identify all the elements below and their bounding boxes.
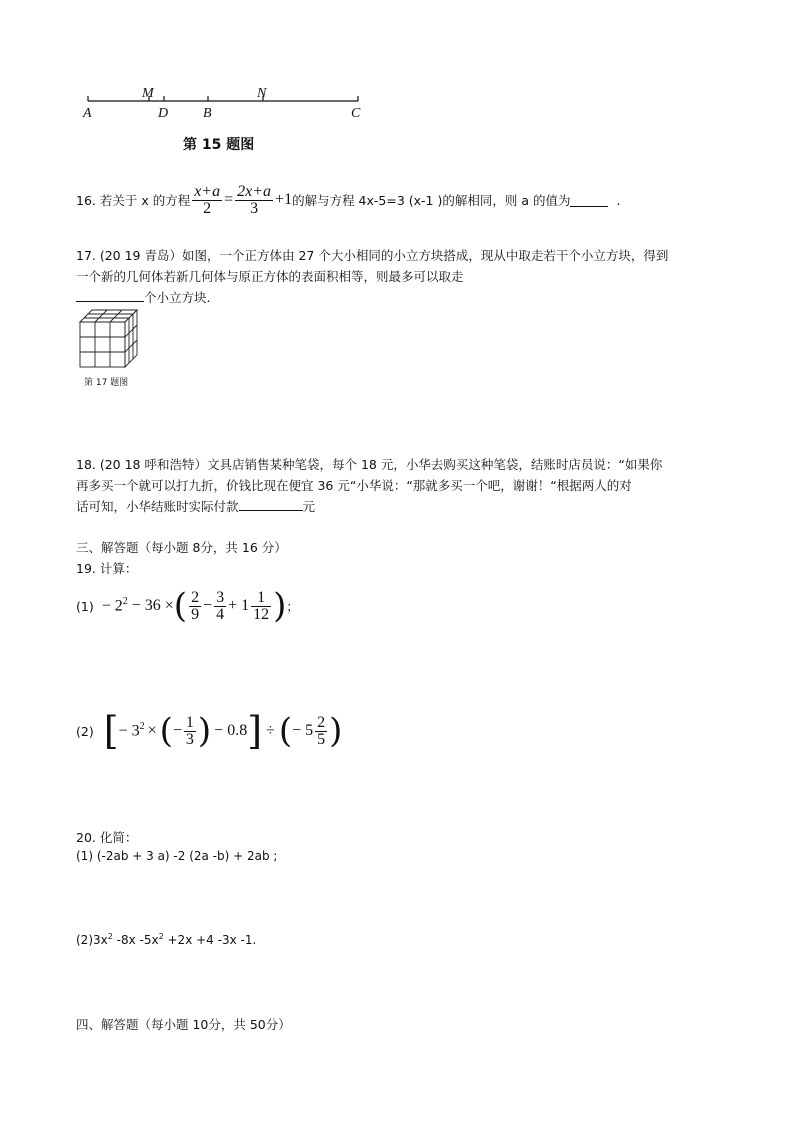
q19-part2-label: (2) bbox=[76, 723, 94, 739]
q19-part1-label: (1) bbox=[76, 598, 94, 614]
q20-part2-b: -8x -5x bbox=[112, 933, 159, 947]
q20-part1: (1) (-2ab + 3 a) -2 (2a -b) + 2ab ; bbox=[76, 849, 278, 863]
q16-lhs-numerator: x+a bbox=[194, 182, 221, 200]
figure-15-segment bbox=[78, 84, 378, 128]
q19-f3-numerator: 1 bbox=[251, 590, 271, 607]
q19-part2-neg-sign: − bbox=[172, 722, 182, 739]
q16-end: . bbox=[616, 192, 621, 208]
q18-line3-prefix: 话可知，小华结账时实际付款 bbox=[76, 499, 239, 514]
q16-rhs-numerator: 2x+a bbox=[237, 182, 272, 200]
section-4-title: 四、解答题（每小题 10分，共 50分） bbox=[76, 1017, 291, 1032]
q19-f4-numerator: 1 bbox=[185, 713, 194, 731]
q19-title: 19. 计算： bbox=[76, 561, 138, 576]
point-label-a: A bbox=[83, 106, 92, 121]
q18-line2: 再多买一个就可以打九折，价钱比现在便宜 36 元“小华说：“那就多买一个吧，谢谢！“根据两人的对 bbox=[76, 478, 632, 493]
q19-part2 bbox=[76, 708, 342, 754]
point-label-b: B bbox=[203, 106, 212, 121]
q16-prefix: 16. 若关于 x 的方程 bbox=[76, 193, 191, 208]
q19-f3-denominator: 12 bbox=[253, 605, 270, 623]
q19-f2-numerator: 3 bbox=[216, 588, 225, 606]
q19-f5-denominator: 5 bbox=[317, 730, 326, 748]
q19-part1 bbox=[76, 584, 299, 628]
q19-part1-end: ； bbox=[286, 599, 299, 614]
figure-17-caption: 第 17 题图 bbox=[84, 378, 129, 388]
q16-rhs-fraction bbox=[235, 184, 273, 217]
q16-mid-text: 的解与方程 4x-5=3 (x-1 )的解相同，则 a 的值为 bbox=[292, 193, 571, 208]
point-label-m: M bbox=[142, 86, 154, 101]
q19-fraction-1-3 bbox=[184, 715, 196, 748]
q19-part1-lead bbox=[102, 596, 128, 615]
q19-part2-lead bbox=[119, 721, 145, 740]
q16-plus-one: +1 bbox=[275, 191, 293, 208]
q16-lhs-denominator: 2 bbox=[203, 199, 212, 217]
q16-lhs-fraction bbox=[192, 184, 222, 217]
point-label-n: N bbox=[257, 86, 267, 101]
q16-rhs-denominator: 3 bbox=[250, 199, 259, 217]
q19-part2-close-paren-b: ) bbox=[329, 711, 343, 751]
q19-f1-numerator: 2 bbox=[191, 588, 200, 606]
q19-fraction-1-12 bbox=[251, 590, 271, 623]
q19-f1-denominator: 9 bbox=[191, 605, 200, 623]
q19-part1-minus: − bbox=[203, 597, 213, 614]
q16-equals: = bbox=[224, 191, 234, 208]
q19-part1-close-paren: ) bbox=[273, 586, 287, 626]
q18-answer-blank bbox=[239, 498, 303, 511]
point-label-d: D bbox=[158, 106, 169, 121]
q17-line3-suffix: 个小立方块. bbox=[144, 290, 211, 305]
q19-part2-close-bracket: ] bbox=[247, 709, 263, 753]
q19-part1-plus-one: + 1 bbox=[228, 597, 250, 614]
q19-part1-mid: − 36 × bbox=[131, 597, 174, 614]
q18-line1: 18. (20 18 呼和浩特）文具店销售某种笔袋，每个 18 元，小华去购买这种笔袋，结账时店员说：“如果你 bbox=[76, 457, 663, 472]
q19-part1-exponent: 2 bbox=[122, 596, 128, 608]
point-label-c: C bbox=[351, 106, 361, 121]
figure-17-cube bbox=[78, 308, 142, 370]
q17-line1: 17. (20 19 青岛）如图，一个正方体由 27 个大小相同的小立方块搭成，现从中取走若干个小立方块，得到 bbox=[76, 248, 669, 263]
q19-part2-open-paren-a: ( bbox=[159, 711, 173, 751]
q19-part2-minus-decimal: − 0.8 bbox=[214, 722, 248, 739]
q19-part2-times: × bbox=[147, 722, 157, 739]
q19-part2-mixed-lead: − 5 bbox=[292, 722, 314, 739]
q17-answer-blank bbox=[76, 289, 144, 302]
q17-line3 bbox=[76, 288, 210, 306]
figure-15-caption: 第 15 题图 bbox=[183, 137, 255, 153]
q18-line3-suffix: 元 bbox=[302, 499, 316, 514]
q19-fraction-2-9 bbox=[189, 590, 201, 623]
q19-part2-divide: ÷ bbox=[266, 722, 275, 739]
q16-answer-blank bbox=[570, 194, 608, 207]
q20-title: 20. 化简： bbox=[76, 830, 138, 845]
q20-part2-a: (2)3x bbox=[76, 933, 108, 947]
q17-line2: 一个新的几何体若新几何体与原正方体的表面积相等，则最多可以取走 bbox=[76, 269, 464, 284]
q19-fraction-3-4 bbox=[214, 590, 226, 623]
q18-line3 bbox=[76, 497, 315, 515]
q20-part2-c: +2x +4 -3x -1. bbox=[163, 933, 257, 947]
q19-part2-close-paren-a: ) bbox=[197, 711, 212, 751]
q19-f4-denominator: 3 bbox=[185, 730, 194, 748]
q19-fraction-2-5 bbox=[315, 715, 327, 748]
q19-part1-base: − 2 bbox=[101, 597, 123, 615]
q20-part2-exp-2: 2 bbox=[158, 932, 164, 941]
section-3-title: 三、解答题（每小题 8分，共 16 分） bbox=[76, 540, 287, 555]
q19-f2-denominator: 4 bbox=[216, 605, 225, 623]
q19-part2-open-paren-b: ( bbox=[278, 711, 293, 751]
q19-part2-base: − 3 bbox=[118, 722, 140, 740]
question-16 bbox=[76, 180, 620, 220]
q19-f5-numerator: 2 bbox=[317, 713, 326, 731]
q19-part1-open-paren: ( bbox=[173, 586, 188, 626]
q20-part2 bbox=[76, 932, 256, 947]
q19-part2-exponent: 2 bbox=[139, 721, 145, 733]
q20-part2-exp-1: 2 bbox=[107, 932, 113, 941]
q19-part2-open-bracket: [ bbox=[103, 709, 119, 753]
